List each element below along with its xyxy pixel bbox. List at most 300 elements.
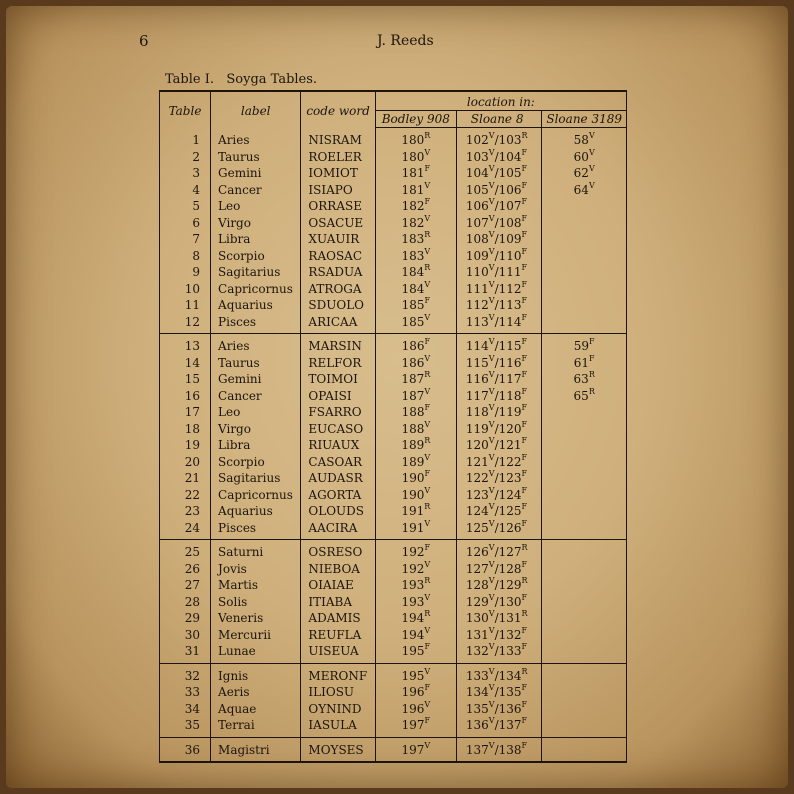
cell-sloane8: $102^V/103^R$ bbox=[456, 128, 542, 149]
table-row bbox=[160, 594, 627, 611]
cell-sloane8: $123^V/124^F$ bbox=[456, 487, 542, 504]
folio-side: F bbox=[521, 180, 528, 190]
folio-side: V bbox=[424, 180, 431, 190]
folio-number: 133 bbox=[498, 644, 522, 658]
cell-sloane8: $103^V/104^F$ bbox=[456, 149, 542, 166]
cell-sloane8: $109^V/110^F$ bbox=[456, 248, 542, 265]
folio-side: F bbox=[521, 716, 528, 725]
folio-number: 119 bbox=[465, 421, 489, 436]
cell-sloane3189 bbox=[542, 577, 627, 594]
label-text: Capricornus bbox=[218, 281, 293, 296]
folio-number: 135 bbox=[465, 701, 489, 716]
cell-code-word bbox=[301, 561, 375, 578]
folio-number: 134 bbox=[465, 685, 489, 699]
folio-number: 108 bbox=[465, 232, 489, 246]
cell-bodley bbox=[375, 627, 456, 644]
cell-bodley bbox=[375, 404, 456, 421]
folio-number: 193 bbox=[401, 594, 425, 609]
table-number: 24 bbox=[184, 520, 201, 535]
cell-bodley bbox=[375, 334, 456, 355]
table-row bbox=[160, 520, 627, 540]
folio-number: 112 bbox=[498, 281, 522, 296]
cell-code-word bbox=[301, 627, 375, 644]
folio-number: 115 bbox=[465, 355, 489, 370]
label-text: Sagitarius bbox=[218, 265, 281, 279]
cell-sloane3189 bbox=[542, 643, 627, 663]
table-row bbox=[160, 248, 627, 265]
table-caption: Table I. Soyga Tables. bbox=[165, 72, 318, 87]
cell-label bbox=[211, 314, 301, 334]
label-text: Scorpio bbox=[218, 454, 265, 469]
cell-sloane8: $122^V/123^F$ bbox=[456, 470, 542, 487]
folio-side: V bbox=[488, 469, 495, 478]
label-text: Scorpio bbox=[218, 248, 265, 263]
label-text: Jovis bbox=[218, 561, 247, 576]
code-word-text: AUDASR bbox=[308, 471, 363, 485]
cell-table-number bbox=[160, 334, 211, 355]
code-word-text: ARICAA bbox=[308, 314, 358, 329]
label-text: Terrai bbox=[218, 718, 255, 732]
folio-side: F bbox=[424, 543, 431, 552]
label-text: Capricornus bbox=[218, 487, 293, 502]
folio-number: 192 bbox=[401, 545, 425, 559]
table-row bbox=[160, 231, 627, 248]
table-row bbox=[160, 421, 627, 438]
code-word-text: ADAMIS bbox=[308, 611, 361, 625]
cell-bodley bbox=[375, 388, 456, 405]
label-text: Martis bbox=[218, 578, 259, 592]
cell-bodley bbox=[375, 264, 456, 281]
cell-bodley bbox=[375, 610, 456, 627]
cell-code-word bbox=[301, 520, 375, 540]
cell-sloane8: $105^V/106^F$ bbox=[456, 182, 542, 199]
table-number: 18 bbox=[184, 421, 201, 436]
folio-side: V bbox=[488, 452, 495, 462]
folio-number: 188 bbox=[401, 405, 425, 419]
cell-table-number bbox=[160, 643, 211, 663]
folio-side: F bbox=[424, 337, 431, 346]
folio-number: 193 bbox=[401, 578, 425, 592]
folio-number: 116 bbox=[465, 372, 489, 386]
cell-sloane3189 bbox=[542, 355, 627, 372]
table-row bbox=[160, 182, 627, 199]
folio-number: 131 bbox=[465, 627, 489, 642]
cell-sloane3189 bbox=[542, 421, 627, 438]
folio-number: 109 bbox=[498, 232, 522, 246]
table-number: 12 bbox=[184, 314, 201, 329]
code-word-text: ATROGA bbox=[308, 281, 362, 296]
cell-sloane3189 bbox=[542, 594, 627, 611]
folio-side: F bbox=[424, 403, 431, 412]
cell-code-word bbox=[301, 610, 375, 627]
folio-side: F bbox=[521, 502, 528, 511]
table-row bbox=[160, 334, 627, 355]
cell-label bbox=[211, 437, 301, 454]
folio-number: 136 bbox=[465, 718, 489, 732]
table-number: 36 bbox=[184, 742, 201, 757]
code-word-text: OYNIND bbox=[308, 701, 362, 716]
folio-side: V bbox=[424, 419, 431, 429]
cell-sloane8: $112^V/113^F$ bbox=[456, 297, 542, 314]
cell-sloane8: $129^V/130^F$ bbox=[456, 594, 542, 611]
folio-side: F bbox=[521, 230, 528, 239]
folio-number: 127 bbox=[498, 545, 522, 559]
table-row bbox=[160, 215, 627, 232]
folio-number: 190 bbox=[401, 471, 425, 485]
cell-sloane3189 bbox=[542, 371, 627, 388]
cell-sloane3189 bbox=[542, 627, 627, 644]
folio-number: 189 bbox=[401, 454, 425, 469]
folio-number: 189 bbox=[401, 438, 425, 452]
cell-code-word bbox=[301, 149, 375, 166]
col-header-bodley: Bodley 908 bbox=[375, 111, 456, 128]
cell-code-word bbox=[301, 355, 375, 372]
cell-code-word bbox=[301, 371, 375, 388]
table-row bbox=[160, 198, 627, 215]
cell-sloane3189 bbox=[542, 717, 627, 737]
cell-table-number bbox=[160, 264, 211, 281]
cell-code-word bbox=[301, 388, 375, 405]
cell-bodley bbox=[375, 215, 456, 232]
folio-number: 136 bbox=[498, 701, 522, 716]
folio-number: 180 bbox=[401, 133, 425, 147]
cell-sloane8: $107^V/108^F$ bbox=[456, 215, 542, 232]
table-row bbox=[160, 717, 627, 737]
table-row bbox=[160, 437, 627, 454]
folio-number: 117 bbox=[498, 372, 522, 386]
folio-number: 183 bbox=[401, 248, 425, 263]
table-row bbox=[160, 643, 627, 663]
folio-side: F bbox=[424, 164, 431, 173]
table-row bbox=[160, 684, 627, 701]
cell-sloane3189 bbox=[542, 487, 627, 504]
cell-sloane3189 bbox=[542, 248, 627, 265]
cell-label bbox=[211, 520, 301, 540]
folio-side: R bbox=[424, 502, 431, 511]
code-word-text: EUCASO bbox=[308, 421, 364, 436]
table-number: 35 bbox=[184, 718, 201, 732]
cell-bodley bbox=[375, 314, 456, 334]
cell-table-number bbox=[160, 248, 211, 265]
table-number: 10 bbox=[184, 281, 201, 296]
folio-number: 134 bbox=[498, 668, 522, 683]
cell-bodley bbox=[375, 437, 456, 454]
folio-number: 124 bbox=[465, 504, 489, 518]
folio-number: 125 bbox=[498, 504, 522, 518]
folio-side: F bbox=[424, 642, 431, 651]
folio-number: 195 bbox=[401, 644, 425, 658]
cell-label bbox=[211, 264, 301, 281]
folio-side: V bbox=[488, 230, 495, 239]
folio-number: 184 bbox=[401, 265, 425, 279]
folio-side: V bbox=[588, 180, 595, 190]
table-group bbox=[160, 737, 627, 762]
folio-side: V bbox=[424, 213, 431, 223]
table-number: 8 bbox=[192, 248, 201, 263]
folio-number: 183 bbox=[401, 232, 425, 246]
code-word-text: OLOUDS bbox=[308, 504, 365, 518]
folio-number: 111 bbox=[498, 265, 522, 279]
folio-number: 195 bbox=[401, 668, 425, 683]
cell-bodley bbox=[375, 470, 456, 487]
code-word-text: NISRAM bbox=[308, 132, 362, 147]
folio-side: R bbox=[521, 576, 528, 585]
cell-table-number bbox=[160, 503, 211, 520]
folio-side: R bbox=[424, 576, 431, 585]
cell-sloane3189 bbox=[542, 388, 627, 405]
cell-label bbox=[211, 540, 301, 561]
label-text: Aquae bbox=[218, 701, 257, 716]
cell-label bbox=[211, 198, 301, 215]
table-number: 13 bbox=[184, 339, 201, 353]
cell-bodley bbox=[375, 594, 456, 611]
folio-side: V bbox=[488, 716, 495, 725]
table-row bbox=[160, 540, 627, 561]
cell-bodley bbox=[375, 149, 456, 166]
folio-side: F bbox=[424, 683, 431, 692]
folio-number: 110 bbox=[465, 265, 489, 279]
cell-sloane3189 bbox=[542, 264, 627, 281]
label-text: Aquarius bbox=[218, 504, 273, 518]
cell-code-word bbox=[301, 684, 375, 701]
folio-side: V bbox=[488, 436, 495, 445]
folio-number: 181 bbox=[401, 182, 425, 197]
page-number: 6 bbox=[139, 32, 149, 50]
cell-table-number bbox=[160, 594, 211, 611]
table-row bbox=[160, 264, 627, 281]
cell-code-word bbox=[301, 215, 375, 232]
cell-code-word bbox=[301, 182, 375, 199]
folio-number: 103 bbox=[498, 133, 522, 147]
table-number: 7 bbox=[192, 232, 201, 246]
label-text: Veneris bbox=[218, 611, 264, 625]
cell-sloane8: $110^V/111^F$ bbox=[456, 264, 542, 281]
cell-sloane8: $118^V/119^F$ bbox=[456, 404, 542, 421]
cell-code-word bbox=[301, 165, 375, 182]
folio-side: V bbox=[424, 353, 431, 363]
table-number: 20 bbox=[184, 454, 201, 469]
folio-side: V bbox=[488, 576, 495, 585]
cell-sloane8: $136^V/137^F$ bbox=[456, 717, 542, 737]
table-number: 3 bbox=[192, 166, 201, 180]
code-word-text: NIEBOA bbox=[308, 561, 360, 576]
cell-sloane3189 bbox=[542, 454, 627, 471]
cell-label bbox=[211, 561, 301, 578]
label-text: Gemini bbox=[218, 166, 262, 180]
folio-side: V bbox=[424, 666, 431, 676]
cell-sloane8: $119^V/120^F$ bbox=[456, 421, 542, 438]
table-number: 23 bbox=[184, 504, 201, 518]
folio-number: 120 bbox=[465, 438, 489, 452]
folio-side: F bbox=[521, 164, 528, 173]
cell-bodley bbox=[375, 182, 456, 199]
folio-number: 106 bbox=[465, 199, 489, 213]
cell-sloane3189 bbox=[542, 165, 627, 182]
folio-number: 191 bbox=[401, 504, 425, 518]
code-word-text: OSRESO bbox=[308, 545, 363, 559]
folio-side: V bbox=[488, 740, 495, 750]
code-word-text: AGORTA bbox=[308, 487, 362, 502]
cell-sloane8: $113^V/114^F$ bbox=[456, 314, 542, 334]
table-group bbox=[160, 663, 627, 737]
cell-bodley bbox=[375, 701, 456, 718]
cell-bodley bbox=[375, 248, 456, 265]
cell-bodley bbox=[375, 717, 456, 737]
cell-sloane8: $127^V/128^F$ bbox=[456, 561, 542, 578]
code-word-text: XUAUIR bbox=[308, 232, 360, 246]
code-word-text: ORRASE bbox=[308, 199, 362, 213]
folio-side: F bbox=[521, 559, 528, 569]
folio-number: 104 bbox=[498, 149, 522, 164]
folio-side: V bbox=[488, 147, 495, 157]
table-row bbox=[160, 355, 627, 372]
cell-code-word bbox=[301, 281, 375, 298]
cell-code-word bbox=[301, 404, 375, 421]
code-word-text: MERONF bbox=[308, 668, 368, 683]
folio-number: 113 bbox=[498, 298, 522, 312]
folio-number: 107 bbox=[465, 215, 489, 230]
folio-side: R bbox=[521, 666, 528, 676]
table-group bbox=[160, 334, 627, 540]
folio-side: V bbox=[424, 246, 431, 256]
code-word-text: ITIABA bbox=[308, 594, 353, 609]
col-header-code-word: code word bbox=[301, 91, 375, 128]
cell-label bbox=[211, 182, 301, 199]
folio-side: V bbox=[588, 164, 595, 173]
folio-side: V bbox=[488, 180, 495, 190]
cell-label bbox=[211, 421, 301, 438]
cell-table-number bbox=[160, 561, 211, 578]
folio-side: R bbox=[521, 543, 528, 552]
cell-label bbox=[211, 334, 301, 355]
folio-side: V bbox=[488, 502, 495, 511]
folio-side: V bbox=[488, 246, 495, 256]
cell-sloane8: $126^V/127^R$ bbox=[456, 540, 542, 561]
folio-side: V bbox=[488, 337, 495, 346]
cell-sloane8: $111^V/112^F$ bbox=[456, 281, 542, 298]
folio-number: 181 bbox=[401, 166, 425, 180]
cell-table-number bbox=[160, 404, 211, 421]
cell-code-word bbox=[301, 128, 375, 149]
cell-code-word bbox=[301, 643, 375, 663]
folio-number: 120 bbox=[498, 421, 522, 436]
label-text: Cancer bbox=[218, 182, 262, 197]
folio-side: F bbox=[521, 625, 528, 635]
label-text: Aries bbox=[218, 132, 250, 147]
cell-table-number bbox=[160, 314, 211, 334]
folio-number: 119 bbox=[498, 405, 522, 419]
folio-side: F bbox=[521, 642, 528, 651]
folio-side: F bbox=[521, 370, 528, 379]
cell-bodley bbox=[375, 684, 456, 701]
cell-sloane8: $115^V/116^F$ bbox=[456, 355, 542, 372]
folio-side: V bbox=[488, 312, 495, 322]
table-number: 19 bbox=[184, 438, 201, 452]
folio-side: V bbox=[424, 279, 431, 289]
folio-number: 64 bbox=[573, 182, 589, 197]
table-row bbox=[160, 503, 627, 520]
cell-code-word bbox=[301, 454, 375, 471]
cell-sloane8: $137^V/138^F$ bbox=[456, 737, 542, 762]
folio-number: 125 bbox=[465, 520, 489, 535]
cell-label bbox=[211, 470, 301, 487]
cell-sloane8: $132^V/133^F$ bbox=[456, 643, 542, 663]
table-row bbox=[160, 454, 627, 471]
folio-side: V bbox=[488, 296, 495, 305]
cell-table-number bbox=[160, 371, 211, 388]
table-number: 34 bbox=[184, 701, 201, 716]
cell-sloane3189 bbox=[542, 663, 627, 684]
cell-table-number bbox=[160, 388, 211, 405]
table-number: 5 bbox=[192, 199, 201, 213]
folio-side: V bbox=[488, 131, 495, 140]
cell-bodley bbox=[375, 165, 456, 182]
cell-table-number bbox=[160, 182, 211, 199]
cell-label bbox=[211, 737, 301, 762]
folio-number: 60 bbox=[573, 149, 589, 164]
label-text: Magistri bbox=[218, 742, 270, 757]
cell-table-number bbox=[160, 297, 211, 314]
folio-side: R bbox=[424, 370, 431, 379]
table-row bbox=[160, 470, 627, 487]
table-number: 25 bbox=[184, 545, 201, 559]
folio-side: F bbox=[589, 353, 595, 363]
cell-table-number bbox=[160, 684, 211, 701]
cell-label bbox=[211, 149, 301, 166]
cell-bodley bbox=[375, 231, 456, 248]
label-text: Aeris bbox=[218, 685, 250, 699]
folio-side: V bbox=[424, 625, 431, 635]
cell-sloane3189 bbox=[542, 503, 627, 520]
label-text: Leo bbox=[218, 199, 241, 213]
table-number: 27 bbox=[184, 578, 201, 592]
folio-side: V bbox=[488, 642, 495, 651]
cell-label bbox=[211, 684, 301, 701]
cell-table-number bbox=[160, 149, 211, 166]
table-row bbox=[160, 627, 627, 644]
cell-code-word bbox=[301, 470, 375, 487]
folio-number: 124 bbox=[498, 487, 522, 502]
cell-table-number bbox=[160, 663, 211, 684]
table-number: 2 bbox=[192, 149, 201, 164]
folio-side: F bbox=[424, 296, 431, 305]
cell-bodley bbox=[375, 577, 456, 594]
folio-side: V bbox=[488, 263, 495, 272]
code-word-text: FSARRO bbox=[308, 405, 362, 419]
folio-side: V bbox=[424, 312, 431, 322]
cell-bodley bbox=[375, 454, 456, 471]
folio-number: 61 bbox=[573, 355, 590, 370]
cell-table-number bbox=[160, 520, 211, 540]
folio-number: 185 bbox=[401, 298, 425, 312]
folio-number: 133 bbox=[465, 668, 489, 683]
folio-number: 126 bbox=[465, 545, 489, 559]
cell-label bbox=[211, 594, 301, 611]
table-number: 30 bbox=[184, 627, 201, 642]
table-number: 1 bbox=[192, 132, 201, 147]
cell-table-number bbox=[160, 701, 211, 718]
table-number: 33 bbox=[184, 685, 201, 699]
cell-bodley bbox=[375, 520, 456, 540]
cell-label bbox=[211, 643, 301, 663]
table-number: 14 bbox=[184, 355, 201, 370]
code-word-text: MOYSES bbox=[308, 742, 364, 757]
folio-side: V bbox=[488, 403, 495, 412]
cell-sloane8: $117^V/118^F$ bbox=[456, 388, 542, 405]
cell-table-number bbox=[160, 454, 211, 471]
cell-bodley bbox=[375, 281, 456, 298]
cell-table-number bbox=[160, 231, 211, 248]
